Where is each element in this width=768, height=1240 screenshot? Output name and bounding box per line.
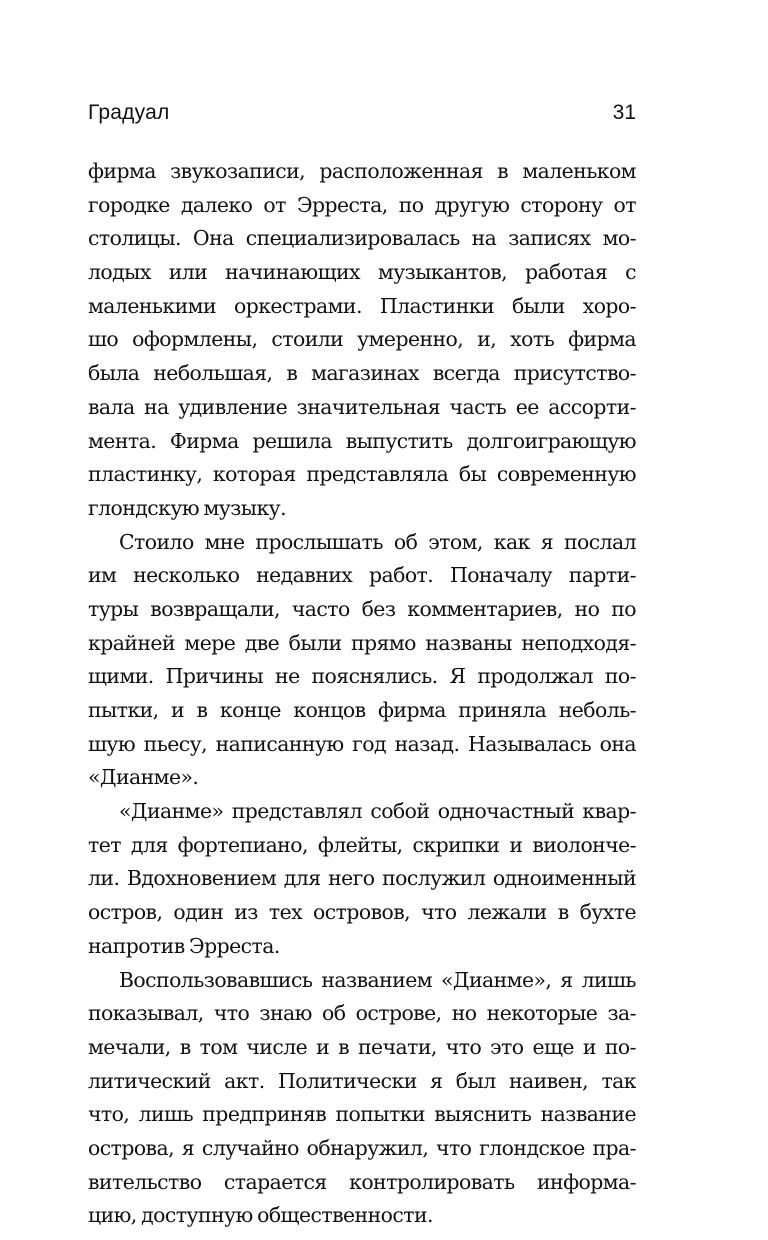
text-line: мента. Фирма решила выпустить долгоиграющую [88,428,636,453]
running-head-title: Градуал [88,101,170,124]
text-line: острова, я случайно обнаружил, что глондское пра- [88,1135,636,1160]
text-line: Воспользовавшись названием «Дианме», я лишь [119,967,636,992]
text-line: показывал, что знаю об острове, но некоторые за- [88,1001,636,1026]
text-line: глондскую музыку. [88,495,287,520]
text-line: вала на удивление значительная часть ее ассорти- [88,394,636,419]
text-line: маленькими оркестрами. Пластинки были хоро- [88,293,636,318]
text-line: вительство старается контролировать информа- [88,1169,636,1194]
text-line: Стоило мне прослышать об этом, как я послал [119,529,636,554]
text-line: пытки, и в конце концов фирма приняла неболь- [88,698,636,722]
text-line: фирма звукозаписи, расположенная в маленьком [88,159,636,183]
text-line: напротив Эрреста. [88,933,280,958]
page-number: 31 [612,101,636,124]
text-line: остров, один из тех островов, что лежали в бухте [88,900,636,925]
text-line: тет для фортепиано, флейты, скрипки и виолонче- [88,832,636,857]
text-line: городке далеко от Эрреста, по другую сторону от [88,192,636,217]
text-line: им несколько недавних работ. Поначалу парти- [88,563,636,588]
text-line: ли. Вдохновением для него послужил одноименный [88,866,636,891]
text-line: крайней мере две были прямо названы неподходя- [88,630,636,655]
text-line: столицы. Она специализировалась на записях мо- [88,226,636,251]
text-line: щими. Причины не пояснялись. Я продолжал по- [88,664,636,689]
text-line: пластинку, которая представляла бы современную [88,462,636,487]
text-line: была небольшая, в магазинах всегда присутство- [88,361,636,386]
text-line: шую пьесу, написанную год назад. Называлась она [88,731,636,756]
text-line: мечали, в том числе и в печати, что это еще и по- [88,1034,636,1059]
text-line: лодых или начинающих музыкантов, работая с [88,260,636,285]
text-line: «Дианме» представлял собой одночастный квар- [119,799,636,824]
text-line: «Дианме». [88,765,199,790]
text-line: шо оформлены, стоили умеренно, и, хоть фирма [88,327,636,352]
text-line: что, лишь предприняв попытки выяснить название [88,1102,636,1127]
body-text [88,155,636,1233]
text-line: литический акт. Политически я был наивен, так [88,1068,636,1093]
text-line: цию, доступную общественности. [88,1203,433,1228]
text-line: туры возвращали, часто без комментариев, но по [88,596,636,621]
